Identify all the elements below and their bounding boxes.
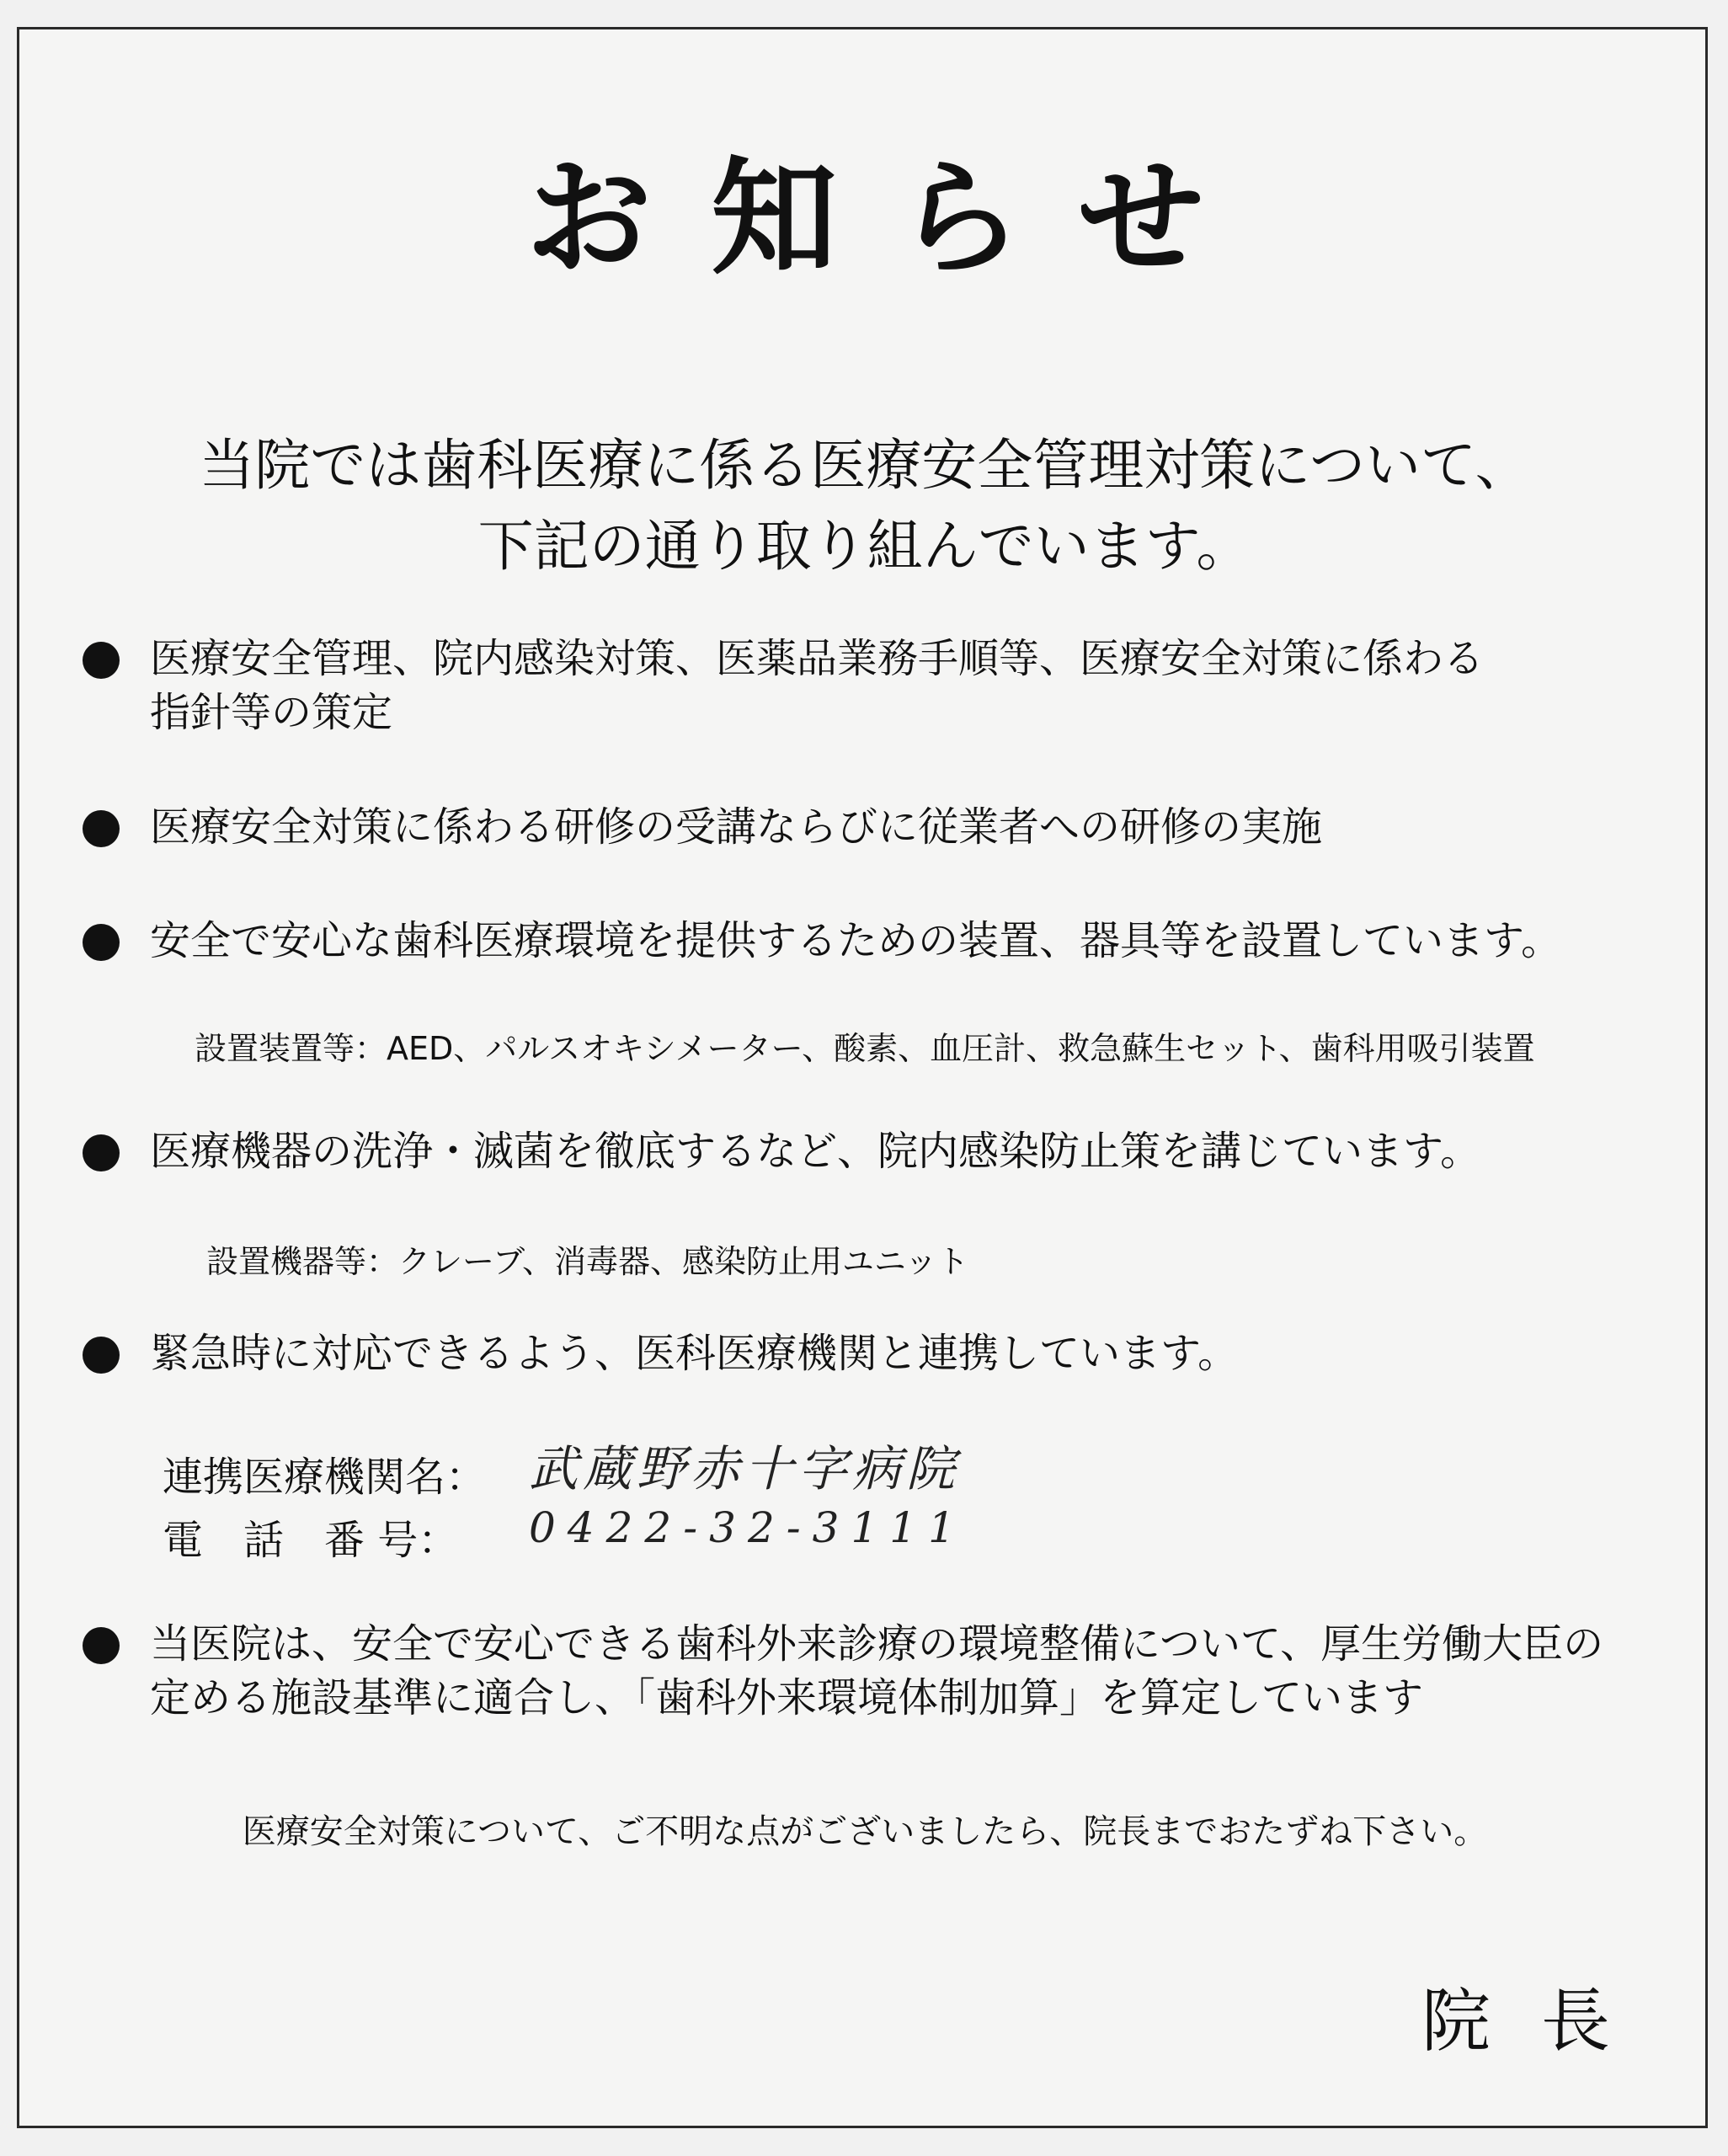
contact-note: 医療安全対策について、ご不明な点がございましたら、院長までおたずね下さい。 [242, 1812, 1488, 1851]
intro-text [19, 425, 1710, 587]
list-item [150, 1124, 1480, 1178]
bullet-dot [83, 642, 120, 679]
item-line: 指針等の策定 [150, 689, 393, 736]
bullet-dot [83, 810, 120, 847]
item-line: 医療機器の洗浄・滅菌を徹底するなど、院内感染防止策を講じています。 [150, 1128, 1481, 1175]
notice-frame [17, 27, 1708, 2128]
list-item [150, 914, 1561, 968]
director-signature: 院長 [1421, 1982, 1661, 2062]
bullet-dot [83, 1337, 120, 1374]
bullet-dot [83, 1627, 120, 1664]
intro-line-2: 下記の通り取り組んでいます。 [477, 514, 1252, 579]
intro-line-1: 当院では歯科医療に係る医療安全管理対策について、 [199, 433, 1531, 498]
bullet-dot [83, 924, 120, 961]
list-item [150, 800, 1322, 854]
notice-title: お知らせ [525, 146, 1263, 292]
list-item [150, 632, 1484, 739]
list-item [150, 1326, 1238, 1380]
item-line: 緊急時に対応できるよう、医科医療機関と連携しています。 [150, 1330, 1239, 1377]
item-line: 当医院は、安全で安心できる歯科外来診療の環境整備について、厚生労働大臣の [150, 1620, 1604, 1668]
list-item [150, 1617, 1603, 1725]
item-line: 定める施設基準に適合し、「歯科外来環境体制加算」を算定しています [150, 1674, 1424, 1721]
partner-phone-label: 電 話 番 号： [163, 1517, 459, 1564]
item-line: 安全で安心な歯科医療環境を提供するための装置、器具等を設置しています。 [150, 917, 1562, 964]
partner-phone-handwritten: 0422-32-3111 [529, 1503, 967, 1552]
partner-name-handwritten: 武蔵野赤十字病院 [529, 1440, 961, 1497]
partner-name-label: 連携医療機関名： [163, 1454, 487, 1501]
item-line: 医療安全対策に係わる研修の受講ならびに従業者への研修の実施 [150, 803, 1323, 851]
item-line: 医療安全管理、院内感染対策、医薬品業務手順等、医療安全対策に係わる [150, 635, 1485, 682]
installed-equipment-note: 設置機器等：クレーブ、消毒器、感染防止用ユニット [206, 1243, 969, 1280]
installed-devices-note: 設置装置等：AED、パルスオキシメーター、酸素、血圧計、救急蘇生セット、歯科用吸引装置 [195, 1030, 1535, 1067]
bullet-dot [83, 1134, 120, 1171]
